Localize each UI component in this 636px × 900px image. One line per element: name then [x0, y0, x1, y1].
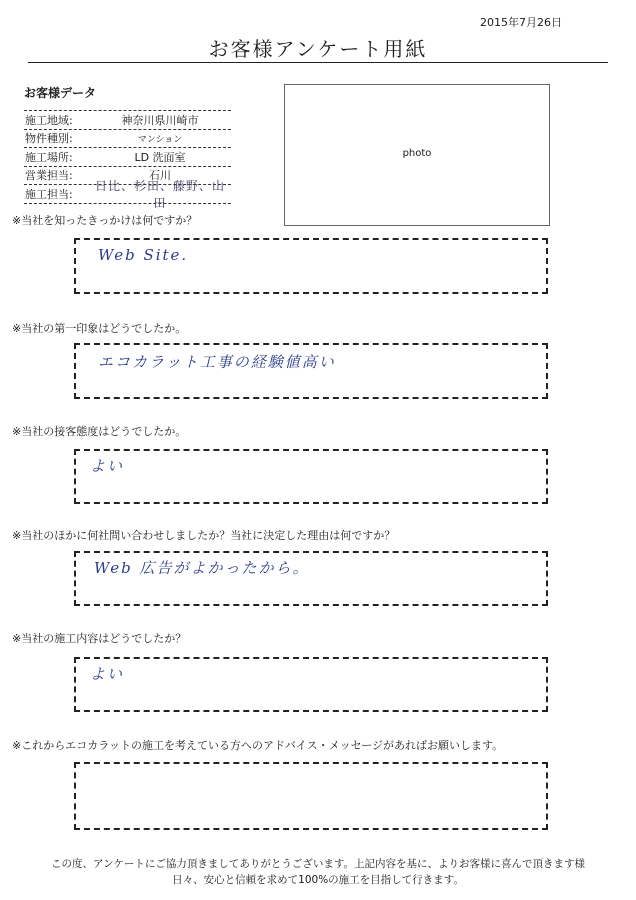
- question-5: ※当社の施工内容はどうでしたか？: [12, 632, 187, 645]
- customer-data-heading: お客様データ: [24, 86, 97, 100]
- question-2: ※当社の第一印象はどうでしたか。: [12, 322, 187, 335]
- page-title: お客様アンケート用紙: [208, 37, 428, 61]
- photo-label: photo: [402, 148, 432, 159]
- info-value: マンション: [137, 134, 183, 145]
- question-6: ※これからエコカラットの施工を考えている方へのアドバイス・メッセージがあればお願いします。: [12, 739, 504, 752]
- answer-2: エコカラット工事の経験値高い: [98, 353, 336, 371]
- info-label: 施工地域:: [25, 113, 73, 127]
- answer-4: Web 広告がよかったから。: [94, 559, 310, 577]
- info-row-property-type: [24, 130, 231, 149]
- footer-line-2: 日々、安心と信頼を求めて100%の施工を目指して行きます。: [172, 874, 464, 886]
- info-value: LD 洗面室: [134, 150, 186, 164]
- footer-message: [0, 856, 636, 888]
- customer-info-table: [24, 110, 231, 210]
- answer-box-3: [74, 449, 548, 504]
- answer-1: Web Site.: [98, 246, 189, 264]
- photo-placeholder: [284, 84, 550, 226]
- answer-box-5: [74, 657, 548, 712]
- answer-box-1: [74, 238, 548, 294]
- info-row-area: [24, 110, 231, 130]
- info-label: 施工場所:: [25, 150, 73, 164]
- answer-3: よい: [90, 457, 125, 475]
- question-1: ※当社を知ったきっかけは何ですか？: [12, 214, 198, 227]
- answer-box-2: [74, 343, 548, 399]
- info-label: 物件種別:: [25, 132, 73, 146]
- info-value: 神奈川県川崎市: [121, 113, 199, 127]
- answer-box-4: [74, 551, 548, 606]
- question-4: ※当社のほかに何社問い合わせしましたか？当社に決定した理由は何ですか？: [12, 529, 396, 542]
- footer-line-1: この度、アンケートにご協力頂きましてありがとうございます。上記内容を基に、よりお客様に喜んで頂きます様: [50, 858, 586, 870]
- survey-date: 2015年7月26日: [480, 16, 562, 29]
- answer-box-6: [74, 762, 548, 830]
- info-value: 石川: [149, 169, 171, 183]
- info-value-handwritten: 日比、杉田、藤野、山田: [94, 178, 225, 210]
- info-label: 営業担当:: [25, 169, 73, 183]
- info-label: 施工担当:: [25, 187, 73, 201]
- answer-5: よい: [90, 665, 125, 683]
- info-row-location: [24, 148, 231, 167]
- title-underline: [28, 62, 608, 63]
- question-3: ※当社の接客態度はどうでしたか。: [12, 425, 187, 438]
- info-row-installers: [24, 178, 231, 210]
